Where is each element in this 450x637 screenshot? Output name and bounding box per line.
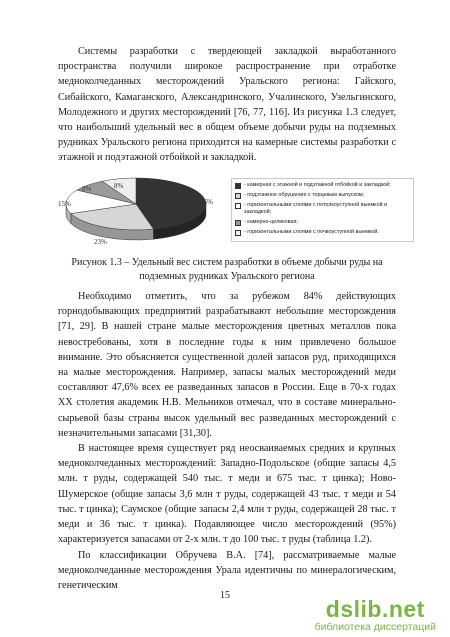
legend-swatch bbox=[235, 203, 241, 209]
legend-swatch bbox=[235, 193, 241, 199]
legend-item bbox=[235, 182, 410, 189]
legend-item bbox=[235, 192, 410, 199]
legend-item bbox=[235, 202, 410, 216]
slice-label-5: 8% bbox=[114, 182, 124, 190]
slice-label-3: 15% bbox=[58, 200, 71, 208]
figure-caption: Рисунок 1.3 – Удельный вес систем разработки в объеме добычи руды на подземных рудниках Уральского региона bbox=[71, 257, 383, 282]
legend-label: - камерная с этажной и подэтажной отбойкой и закладкой; bbox=[244, 182, 391, 188]
legend-swatch bbox=[235, 230, 241, 236]
watermark-logo: dslib.net bbox=[325, 596, 425, 622]
legend-label: - подэтажное обрушение с торцевым выпуском; bbox=[244, 192, 365, 198]
pie-chart bbox=[46, 162, 404, 258]
chart-legend bbox=[231, 178, 414, 242]
page-number: 15 bbox=[220, 590, 230, 601]
legend-swatch bbox=[235, 220, 241, 226]
legend-label: - горизонтальными слоями с потолкоуступной выемкой и закладкой; bbox=[244, 202, 388, 215]
watermark[interactable] bbox=[315, 597, 436, 633]
slice-label-1: 46% bbox=[200, 198, 213, 206]
slice-label-4: 8% bbox=[82, 185, 92, 193]
legend-label: - камерно-целиковая; bbox=[244, 219, 298, 225]
slice-label-2: 23% bbox=[94, 238, 107, 246]
legend-item bbox=[235, 229, 410, 236]
legend-label: - горизонтальными слоями с почвоуступной выемкой. bbox=[244, 229, 379, 235]
legend-item bbox=[235, 219, 410, 226]
watermark-subtitle: библиотека диссертаций bbox=[314, 621, 436, 633]
paragraph-foreign-deposits: Необходимо отметить, что за рубежом 84% действующих горнодобывающих предприятий разрабатывают небольшие месторождения [71, 29]. В нашей стране малые месторождения цветных металлов пока невостребованы, хотя в последние годы к ним привлечено большое внимание. Это объясняется существенной долей запасов руд, приходящихся на малые месторождения. Например, запасы малых месторождений меди составляют 47,6% всех ее разведанных запасов в России. Еще в 70-х годах XX столетия академик Н.В. Мельников отмечал, что в составе минерально-сырьевой базы страны высок удельный вес разведанных месторождений с незначительными запасами [31,30]. bbox=[58, 291, 396, 439]
paragraph-deposits-list: В настоящее время существует ряд неосваиваемых средних и крупных медноколчеданных месторождений: Западно-Подольское (общие запасы 4,5 млн. т руды, содержащей 540 тыс. т меди и 675 тыс. т цинка); Ново-Шумерское (общие запасы 3,6 млн т руды, содержащей 43 тыс. т меди и 54 тыс. т цинка); Саумское (общие запасы 2,4 млн т руды, содержащей 28 тыс. т меди и 36 тыс. т цинка). Подавляющее число месторождений (95%) характеризуется запасами от 2-х млн. т до 100 тыс. т руды (таблица 1.2). bbox=[58, 443, 396, 546]
legend-swatch bbox=[235, 183, 241, 189]
paragraph-classification: По классификации Обручева В.А. [74], рассматриваемые малые медноколчеданные месторождения Урала идентичны по минералогическим, генетическим bbox=[58, 550, 396, 592]
paragraph-intro: Системы разработки с твердеющей закладкой выработанного пространства получили широкое распространение при отработке медноколчеданных месторождений Уральского региона: Гайского, Сибайского, Камаганского, Александринского, Учалинского, Узельгинского, Молодежного и других месторождений [76, 77, 116]. Из рисунка 1.3 следует, что наибольший удельный вес в общем объеме добычи руды на подземных рудниках Уральского региона приходится на камерные системы разработки с этажной и подэтажной отбойкой и закладкой. bbox=[58, 46, 396, 164]
pie-chart-svg bbox=[46, 162, 226, 258]
